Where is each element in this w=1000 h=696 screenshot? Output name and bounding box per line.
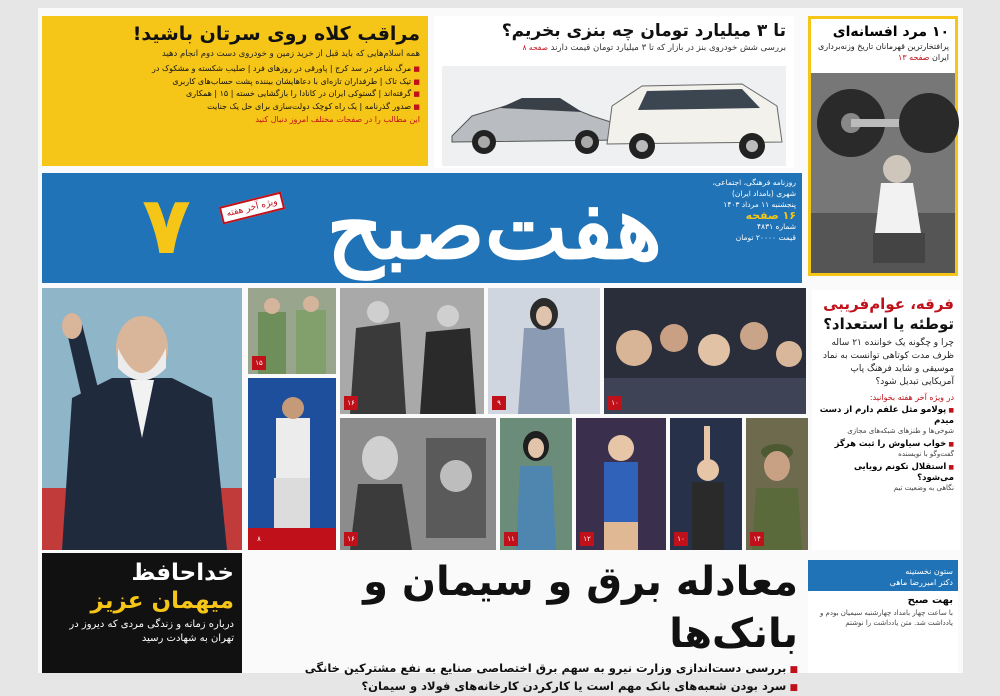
side-title-red-2: عوام‌فریبی	[823, 295, 905, 313]
item-title: پولامو مثل علفم دارم از دست میدم	[819, 405, 954, 426]
page-badge: ۱۴	[750, 532, 764, 546]
side-title-red: فرقه،	[910, 295, 954, 313]
issue-date: پنجشنبه ۱۱ مرداد ۱۴۰۳	[723, 200, 796, 209]
woman-portrait-photo	[500, 418, 572, 550]
page-badge: ۸	[252, 532, 266, 546]
farewell-line-2: میهمان عزیز	[90, 588, 234, 614]
page-badge: ۱۱	[504, 532, 518, 546]
main-headline-block[interactable]	[250, 556, 804, 693]
list-item: ■ مرگ شاعر در سد کرج | پاورقی در روزهای فرد | صلیب شکسته و مشکوک در	[50, 63, 420, 76]
side-lead: چرا و چگونه یک خواننده ۲۱ ساله ظرف مدت کوتاهی توانست به نماد موسیقی و شاید فرهنگ پاپ آمریکایی تبدیل شود؟	[822, 338, 954, 387]
athlete-photo	[248, 378, 336, 550]
list-item: ■ گرفته‌اند | گستوکی ایران در کانادا را بازگشایی خسته | ۱۵ | همکاری	[50, 88, 420, 101]
editorial-text: با ساعت چهار بامداد چهارشنبه سیمیان بودم و یادداشت شد. متن یادداشت را نوشتم	[819, 609, 953, 627]
cars-title: تا ۳ میلیارد تومان چه بنزی بخریم؟	[501, 21, 786, 41]
yellow-box-ref: این مطالب را در صفحات مختلف امروز دنبال کنید	[255, 115, 420, 124]
price: قیمت ۲۰۰۰۰ تومان	[735, 233, 796, 242]
item-desc: نگاهی به وضعیت تیم	[893, 484, 954, 492]
main-headline: معادله برق و سیمان و بانک‌ها	[363, 559, 798, 657]
cars-photo	[442, 66, 786, 166]
yellow-teaser-box[interactable]	[42, 16, 428, 166]
side-list	[818, 405, 954, 493]
editorial-header	[808, 563, 958, 591]
headline-subline-2: ■ سرد بودن شعبه‌های بانک مهم است یا کارکردن کارخانه‌های فولاد و سیمان؟	[256, 678, 798, 696]
weekend-stamp: ویژه آخر هفته	[219, 192, 286, 225]
editorial-title: بهت صبح	[907, 595, 953, 606]
item-title: استقلال تکونم رویایی می‌شود؟	[853, 462, 954, 483]
wrestler-photo	[576, 418, 666, 550]
newspaper-front-page	[38, 8, 963, 693]
cars-subtitle: بررسی شش خودروی بنز در بازار که تا ۳ میلیارد تومان قیمت دارند صفحه ۸	[522, 43, 786, 53]
side-title	[818, 294, 954, 334]
editorial-label: ستون نخستینه	[905, 567, 953, 576]
item-desc: گفت‌وگو با نویسنده	[898, 450, 954, 458]
champion-photo	[670, 418, 742, 550]
list-item: ■ تیک تاک | طرفداران تازه‌ای با دعاهایشان بیننده پشت حساب‌های کاربری	[50, 76, 420, 89]
info-line: شهری (بامداد ایران)	[731, 189, 796, 198]
weightlifter-photo	[811, 73, 955, 273]
editorial-column[interactable]	[808, 560, 958, 673]
masthead-info	[686, 177, 796, 243]
bw-old-photo	[340, 418, 496, 550]
concert-fans-photo	[604, 288, 806, 414]
record-subtitle: پرافتخارترین قهرمانان تاریخ وزنه‌برداری ایران صفحه ۱۳	[817, 42, 949, 62]
historic-photo	[340, 288, 484, 414]
editorial-author: دکتر امیررضا ماهی	[889, 578, 953, 587]
side-teaser[interactable]	[812, 290, 960, 550]
list-item: ■ صدور گذرنامه | یک راه کوچک دولت‌سازی برای حل یک جنایت	[50, 101, 420, 114]
page-badge: ۱۶	[344, 396, 358, 410]
actress-photo	[488, 288, 600, 414]
issue-number: شماره ۴۸۳۱	[757, 222, 796, 231]
info-line: روزنامه فرهنگی، اجتماعی،	[712, 178, 796, 187]
farewell-box[interactable]	[42, 553, 242, 673]
item-title: خواب سیاوش را ثبت هرگز	[834, 439, 947, 449]
record-title: ۱۰ مرد افسانه‌ای	[832, 24, 949, 40]
page-badge: ۱۲	[580, 532, 594, 546]
masthead	[42, 173, 802, 283]
list-item[interactable]	[818, 405, 954, 436]
cars-ref: صفحه ۸	[522, 43, 548, 52]
side-intro: در ویژه آخر هفته بخوانید:	[869, 393, 954, 402]
page-badge: ۱۵	[252, 356, 266, 370]
yellow-box-list	[50, 63, 420, 113]
yellow-box-title: مراقب کلاه روی سرتان باشید!	[132, 23, 420, 45]
actors-photo	[248, 288, 336, 374]
newspaper-wordmark: هفت‌صبح	[326, 175, 662, 279]
list-item[interactable]	[818, 439, 954, 459]
page-count: ۱۶ صفحه	[745, 209, 796, 222]
weightlifting-teaser-box[interactable]	[808, 16, 958, 276]
farewell-line-1: خداحافظ	[131, 560, 234, 586]
headline-subline-1: ■ بررسی دست‌اندازی وزارت نیرو به سهم برق اختصاصی صنایع به نفع مشترکین خانگی	[256, 660, 798, 678]
leader-portrait-photo	[42, 288, 242, 550]
record-ref: صفحه ۱۳	[898, 53, 930, 62]
item-desc: شوخی‌ها و طنزهای شبکه‌های مجازی	[847, 427, 954, 435]
page-badge: ۱۶	[344, 532, 358, 546]
page-badge: ۱۰	[608, 396, 622, 410]
soldier-photo	[746, 418, 808, 550]
side-title-rest: توطئه یا استعداد؟	[823, 315, 954, 333]
page-badge: ۹	[492, 396, 506, 410]
list-item[interactable]	[818, 462, 954, 493]
yellow-box-lead: همه اسلام‌هایی که باید قبل از خرید زمین و خودروی دست دوم انجام دهید	[162, 49, 420, 59]
cars-teaser-box[interactable]	[434, 16, 794, 168]
page-badge: ۱۰	[674, 532, 688, 546]
seven-logo: ۷	[142, 179, 191, 272]
farewell-sub: درباره زمانه و زندگی مردی که دیروز در تهران به شهادت رسید	[69, 619, 234, 644]
